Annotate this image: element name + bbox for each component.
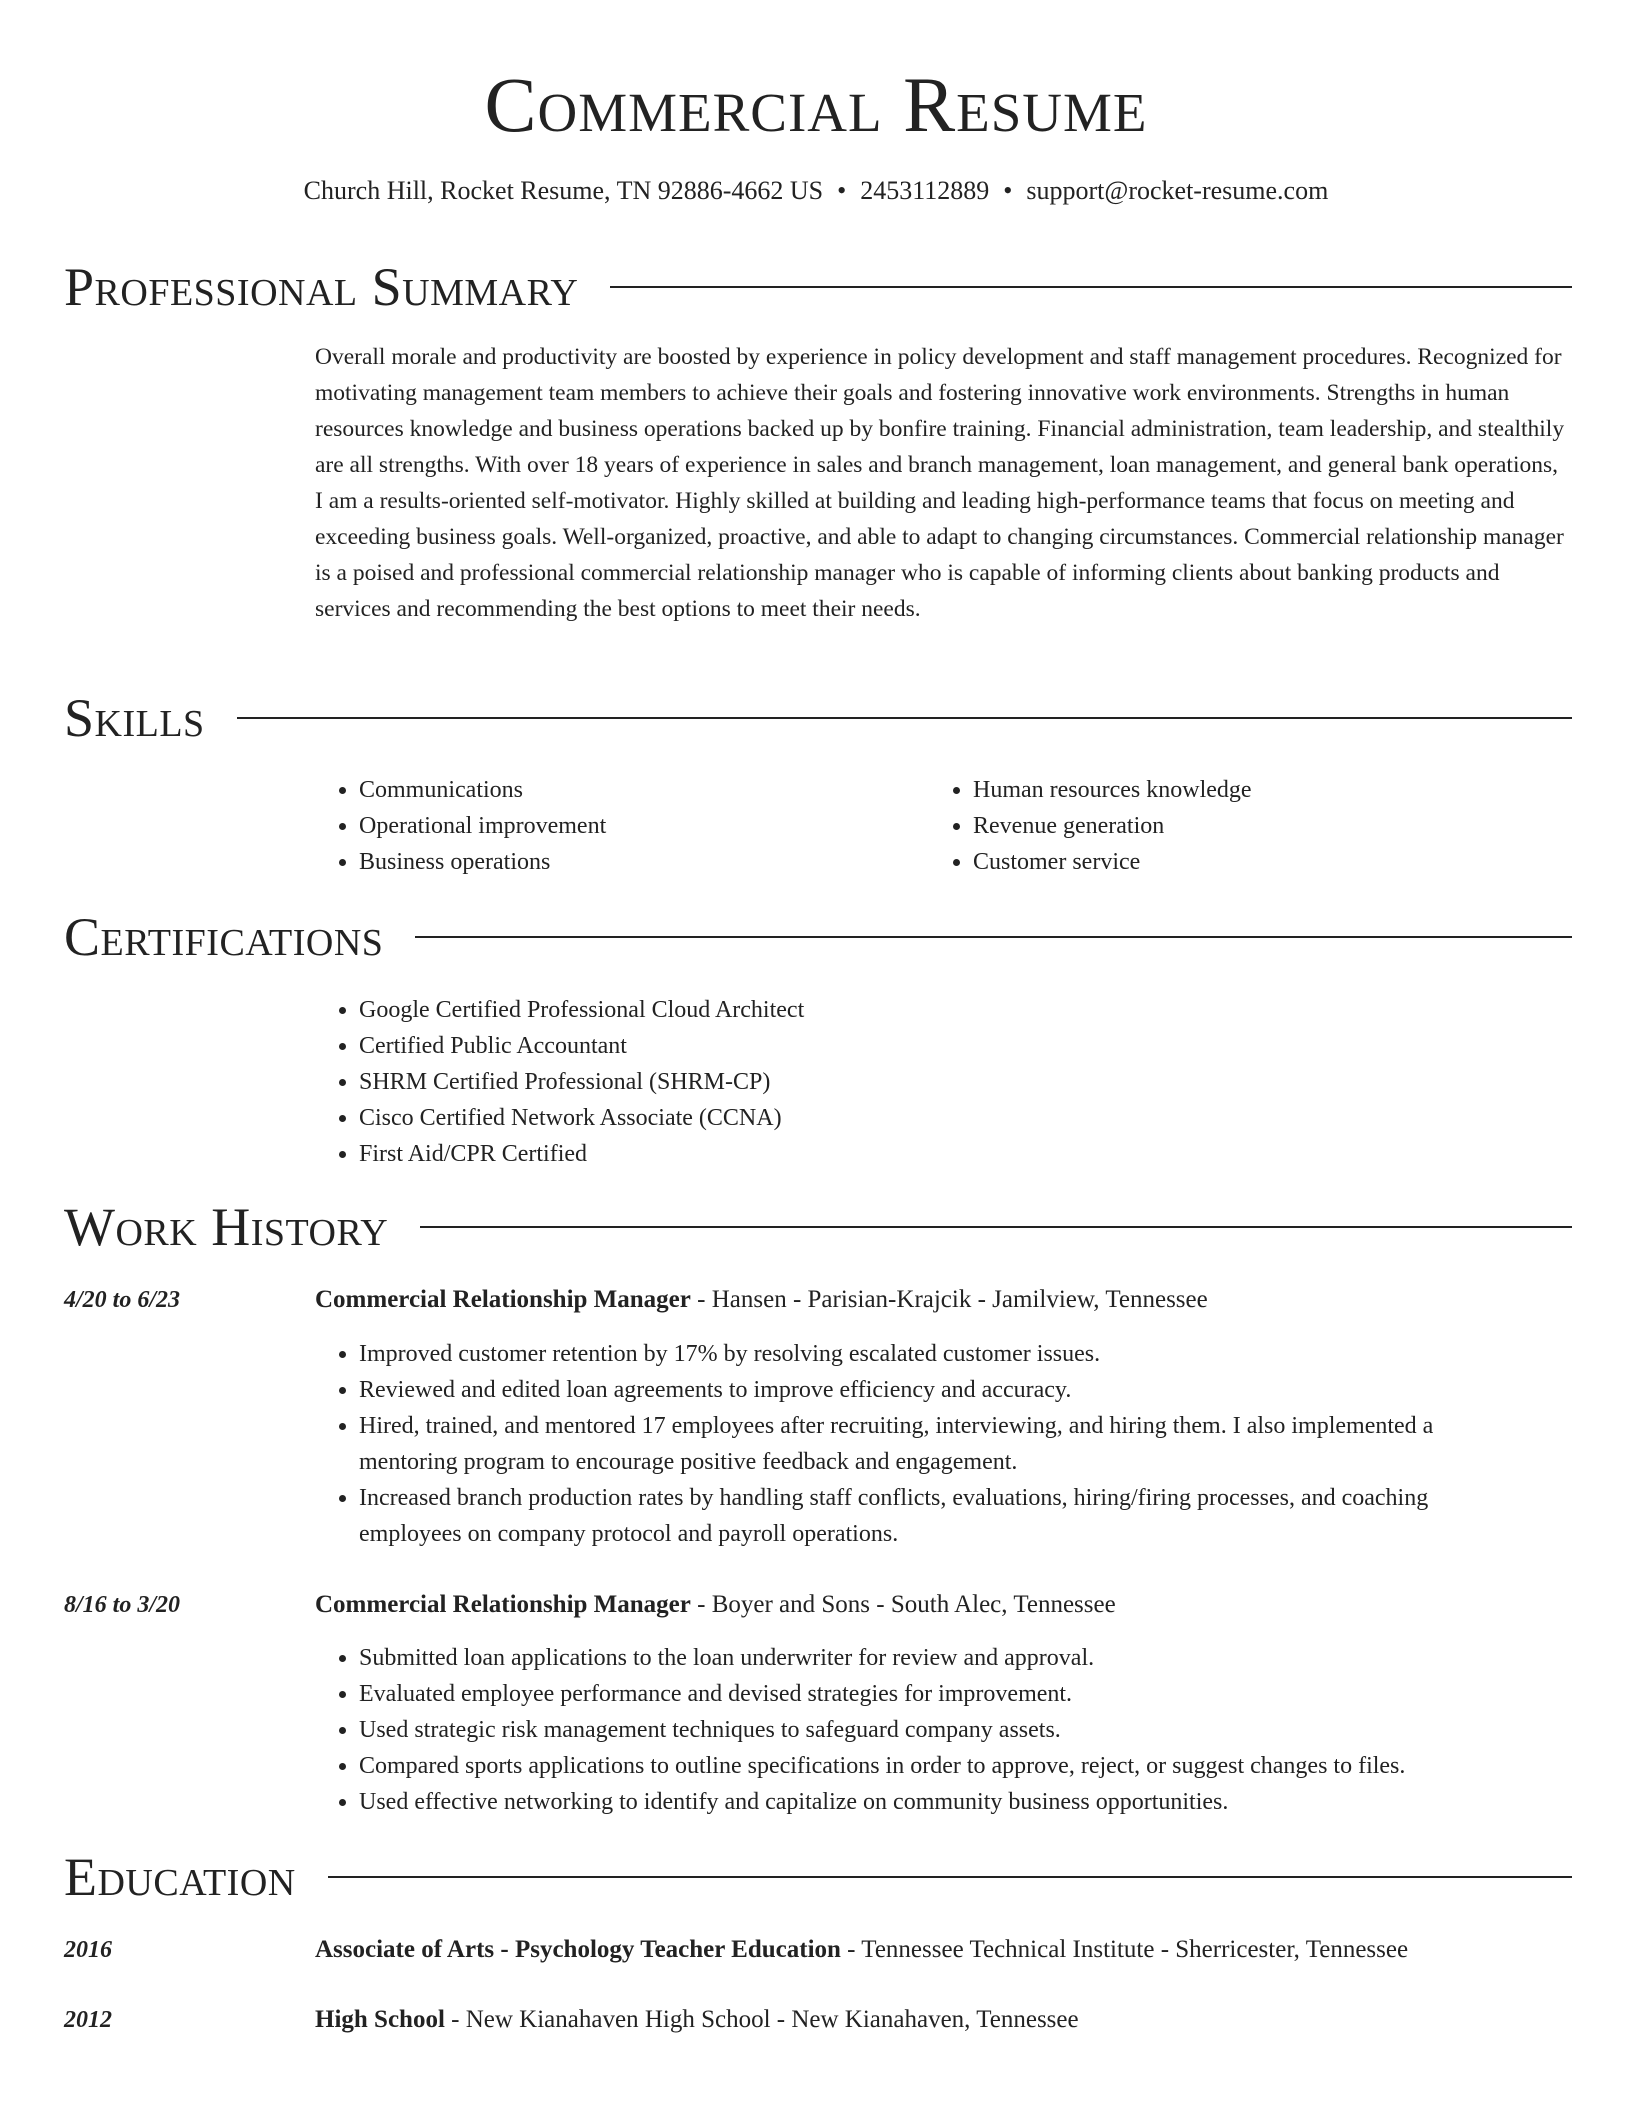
degree-title: High School	[315, 2006, 445, 2033]
job-duties-list	[315, 1640, 1495, 1820]
job-title: Commercial Relationship Manager	[315, 1591, 691, 1618]
skill-item: • Revenue generation	[973, 808, 1252, 844]
skills-column-right	[929, 772, 1252, 880]
certification-item: • First Aid/CPR Certified	[359, 1136, 804, 1172]
job-duties-list	[315, 1336, 1495, 1552]
job-duty: • Increased branch production rates by handling staff conflicts, evaluations, hiring/firing processes, and coaching employees on company protocol and payroll operations.	[359, 1480, 1495, 1552]
degree-title: Associate of Arts - Psychology Teacher Education	[315, 1936, 841, 1963]
skill-item: • Operational improvement	[359, 808, 606, 844]
skills-title: Skills	[64, 688, 205, 748]
education-year: 2016	[64, 1937, 112, 1963]
job-heading	[315, 1282, 1573, 1318]
certifications-list	[315, 992, 804, 1172]
job-duty: • Compared sports applications to outline specifications in order to approve, reject, or suggest changes to files.	[359, 1748, 1495, 1784]
section-divider	[415, 936, 1572, 938]
job-company-location: - Hansen - Parisian-Krajcik - Jamilview, Tennessee	[690, 1286, 1208, 1313]
skill-item: • Communications	[359, 772, 606, 808]
education-year: 2012	[64, 2007, 112, 2033]
skills-column-left	[315, 772, 606, 880]
job-duty: • Evaluated employee performance and devised strategies for improvement.	[359, 1676, 1495, 1712]
skill-item: • Customer service	[973, 844, 1252, 880]
job-duty: • Used effective networking to identify and capitalize on community business opportunities.	[359, 1784, 1495, 1820]
certification-item: • SHRM Certified Professional (SHRM-CP)	[359, 1064, 804, 1100]
summary-title: Professional Summary	[64, 257, 579, 317]
education-entry	[315, 1932, 1573, 1968]
summary-text: Overall morale and productivity are boosted by experience in policy development and staff management procedures. Recognized for motivating management team members to achieve their goals and fostering innovative work environments. Strengths in human resources knowledge and business operations backed up by bonfire training. Financial administration, team leadership, and stealthily are all strengths. With over 18 years of experience in sales and branch management, loan management, and general bank operations, I am a results-oriented self-motivator. Highly skilled at building and leading high-performance teams that focus on meeting and exceeding business goals. Well-organized, proactive, and able to adapt to changing circumstances. Commercial relationship manager is a poised and professional commercial relationship manager who is capable of informing clients about banking products and services and recommending the best options to meet their needs.	[315, 344, 1565, 622]
skill-item: • Human resources knowledge	[973, 772, 1252, 808]
certifications-title: Certifications	[64, 907, 384, 967]
address-text: Church Hill, Rocket Resume, TN 92886-4662 US	[303, 176, 824, 205]
job-duty: • Hired, trained, and mentored 17 employees after recruiting, interviewing, and hiring them. I also implemented a mentoring program to encourage positive feedback and engagement.	[359, 1408, 1495, 1480]
job-dates: 8/16 to 3/20	[64, 1592, 181, 1618]
education-heading	[64, 1842, 1572, 1912]
skill-item: • Business operations	[359, 844, 606, 880]
certifications-heading	[64, 902, 1572, 972]
job-company-location: - Boyer and Sons - South Alec, Tennessee	[690, 1591, 1116, 1618]
education-title: Education	[64, 1847, 296, 1907]
resume-name: Commercial Resume	[484, 61, 1148, 148]
education-entry	[315, 2002, 1573, 2038]
job-duty: • Improved customer retention by 17% by resolving escalated customer issues.	[359, 1336, 1495, 1372]
contact-line	[0, 173, 1632, 209]
job-duty: • Used strategic risk management techniques to safeguard company assets.	[359, 1712, 1495, 1748]
separator-dot: •	[1003, 176, 1013, 205]
certification-item: • Certified Public Accountant	[359, 1028, 804, 1064]
job-heading	[315, 1587, 1573, 1623]
section-divider	[328, 1876, 1572, 1878]
phone-text: 2453112889	[860, 176, 990, 205]
school-location: - Tennessee Technical Institute - Sherricester, Tennessee	[840, 1936, 1409, 1963]
certification-item: • Cisco Certified Network Associate (CCNA)	[359, 1100, 804, 1136]
job-dates: 4/20 to 6/23	[64, 1287, 181, 1313]
separator-dot: •	[837, 176, 847, 205]
school-location: - New Kianahaven High School - New Kianahaven, Tennessee	[444, 2006, 1079, 2033]
job-duty: • Submitted loan applications to the loan underwriter for review and approval.	[359, 1640, 1495, 1676]
certification-item: • Google Certified Professional Cloud Architect	[359, 992, 804, 1028]
section-divider	[420, 1226, 1572, 1228]
skills-heading	[64, 683, 1572, 753]
job-title: Commercial Relationship Manager	[315, 1286, 691, 1313]
section-divider	[237, 717, 1572, 719]
job-duty: • Reviewed and edited loan agreements to improve efficiency and accuracy.	[359, 1372, 1495, 1408]
email-link[interactable]: support@rocket-resume.com	[1026, 176, 1329, 205]
work-history-heading	[64, 1192, 1572, 1262]
section-divider	[610, 286, 1572, 288]
work-history-title: Work History	[64, 1197, 389, 1257]
summary-heading	[64, 252, 1572, 322]
